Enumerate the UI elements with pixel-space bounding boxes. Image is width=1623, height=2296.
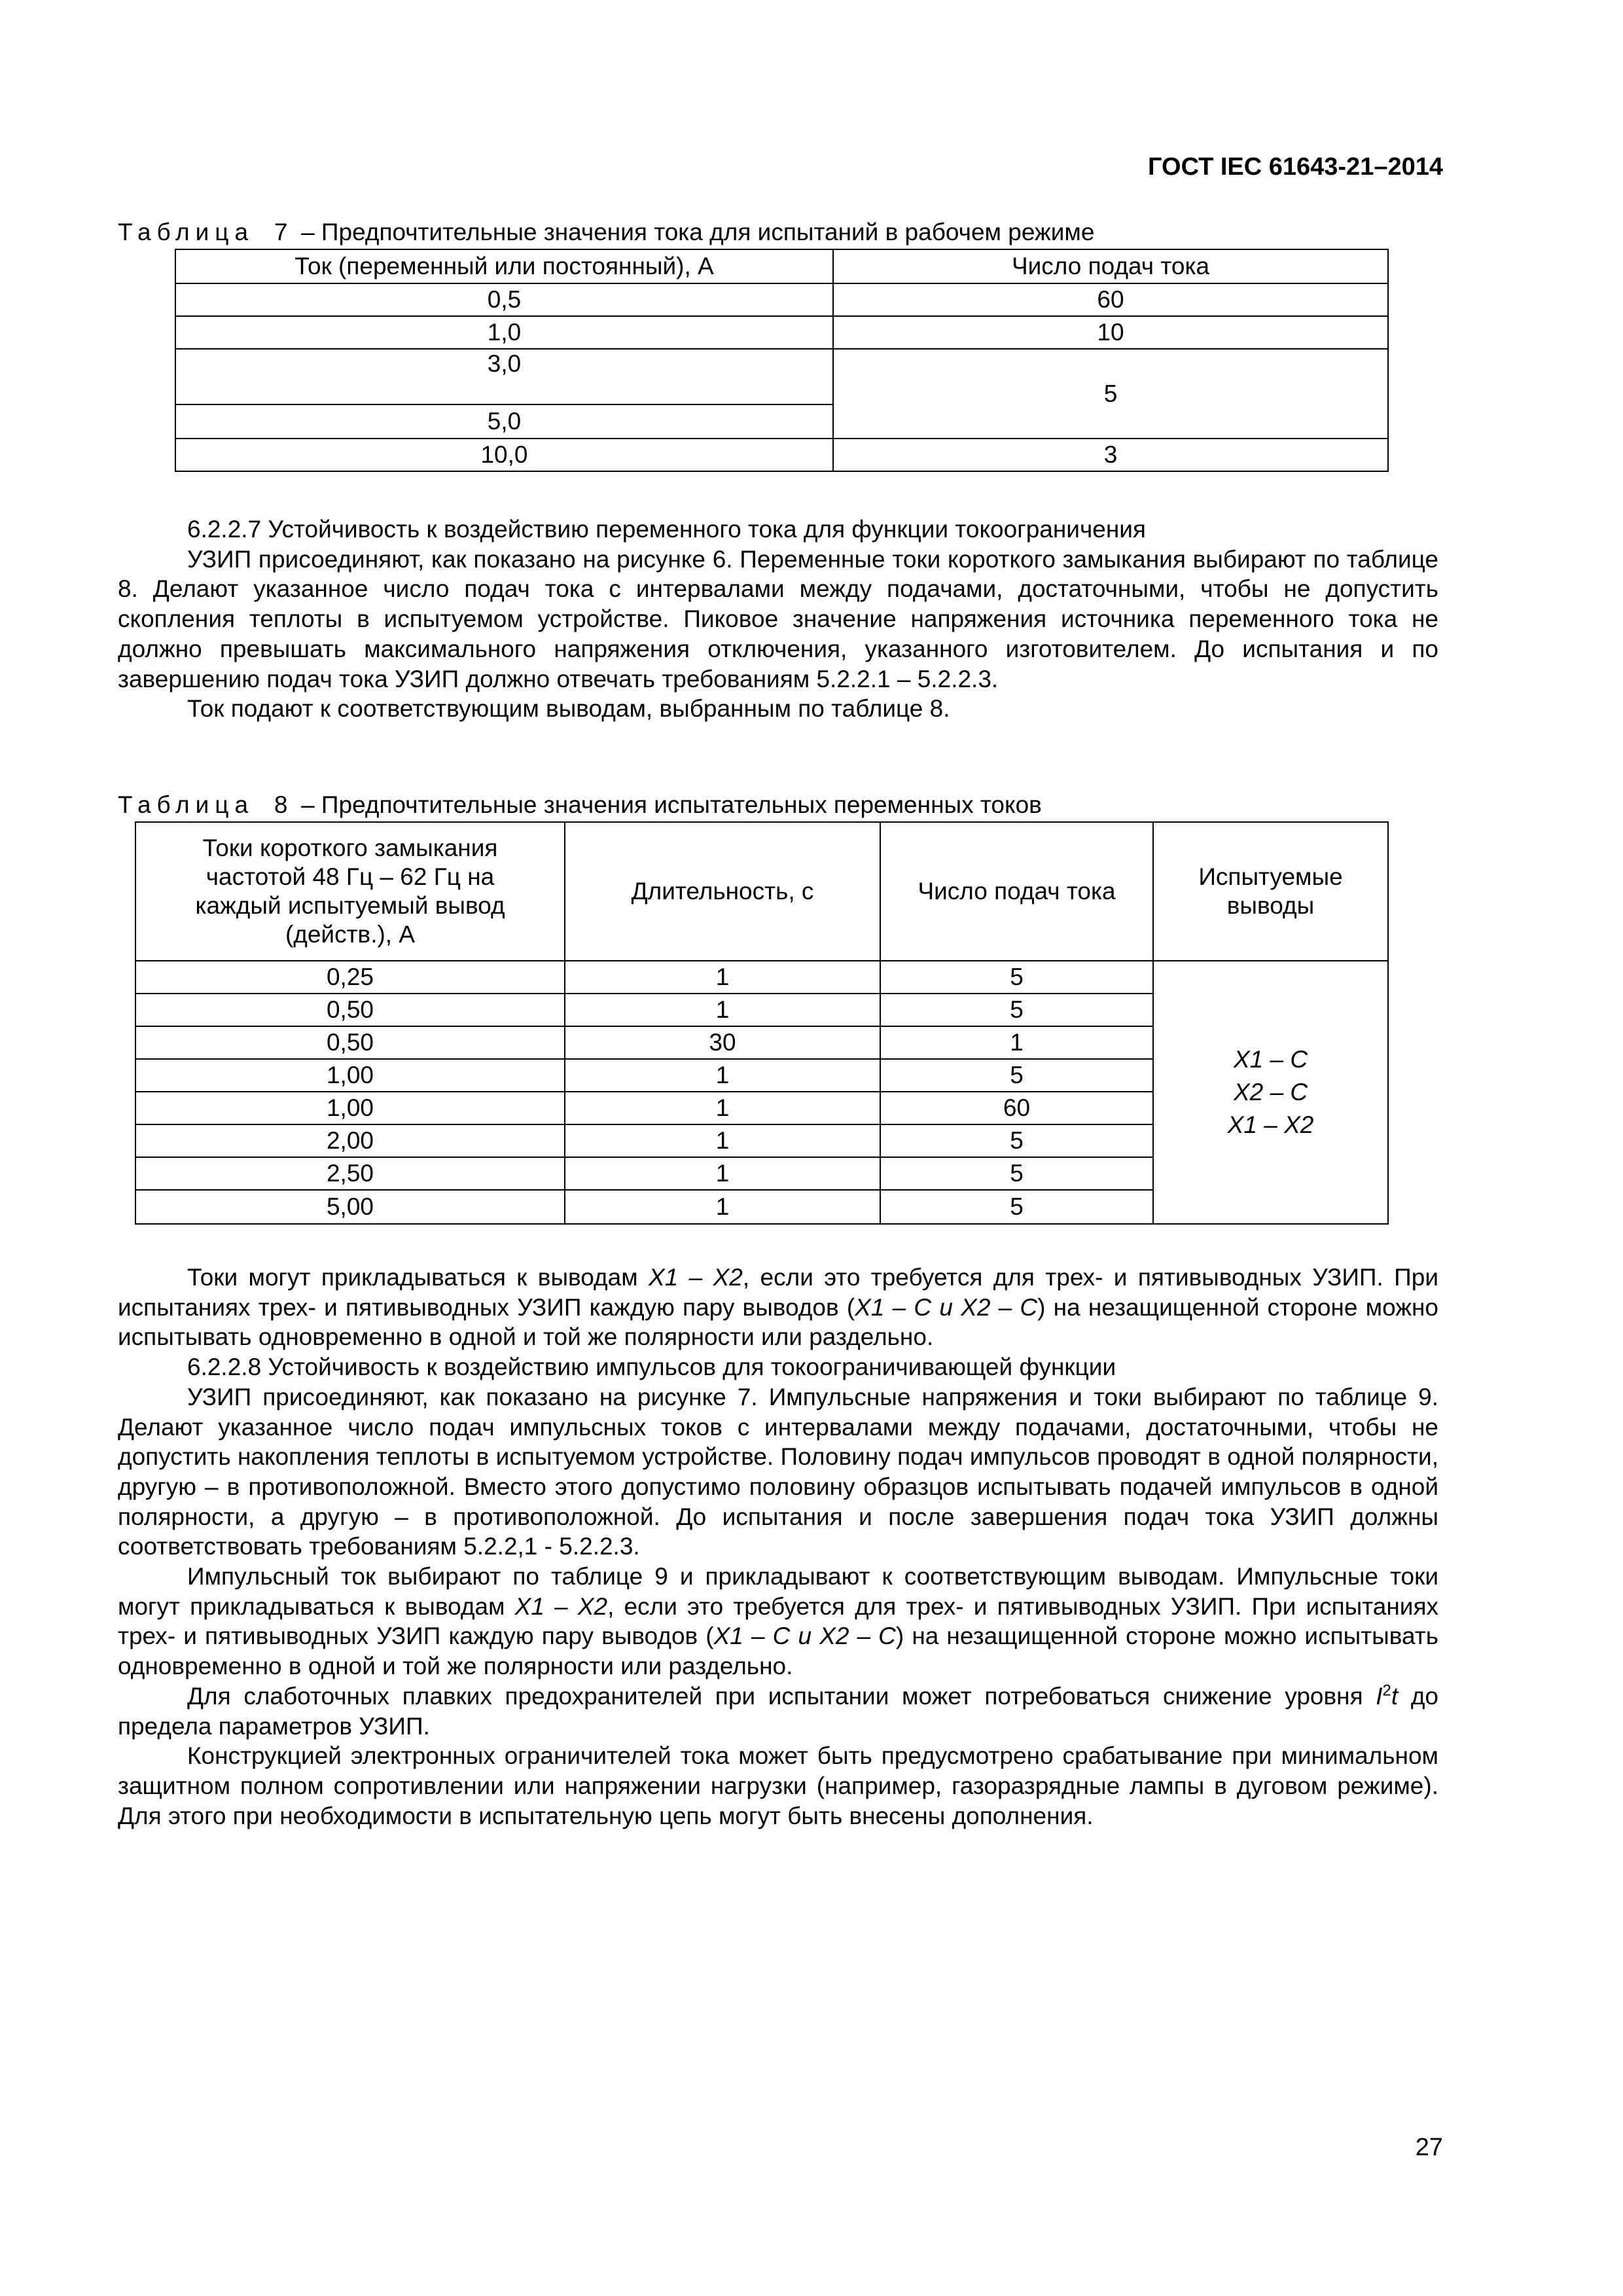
terminal-ref: X1 – C и X2 – C xyxy=(713,1623,896,1650)
table8-cell: 1 xyxy=(565,1124,880,1157)
table8-terminals-cell xyxy=(1153,961,1388,1224)
table8-caption-text: – Предпочтительные значения испытательных переменных токов xyxy=(301,791,1042,818)
table8-cell: 1 xyxy=(565,1157,880,1190)
terminal-pair: X2 – C xyxy=(1233,1079,1308,1105)
table8-cell: 1 xyxy=(565,1092,880,1124)
table7-cell: 10,0 xyxy=(175,439,833,471)
table8-header-duration: Длительность, с xyxy=(565,822,880,961)
page-number: 27 xyxy=(1415,2134,1443,2161)
table7-cell: 60 xyxy=(833,283,1388,316)
table7-cell: 3 xyxy=(833,439,1388,471)
table8-cell: 0,25 xyxy=(135,961,565,994)
table8-cell: 2,50 xyxy=(135,1157,565,1190)
text-run: до предела параметров УЗИП. xyxy=(118,1682,1438,1740)
table8-cell: 1,00 xyxy=(135,1092,565,1124)
table8-cell: 1 xyxy=(565,994,880,1026)
text-run: ) на незащищенной стороне можно испытывать одновременно в одной и той же полярности или раздельно. xyxy=(118,1293,1439,1351)
table8-cell: 5 xyxy=(880,1124,1153,1157)
formula-t: t xyxy=(1391,1682,1399,1710)
table8-cell: 5 xyxy=(880,961,1153,994)
body-text xyxy=(118,1263,1438,1831)
terminal-ref: X1 – X2 xyxy=(514,1592,608,1620)
table7-caption-num: 7 xyxy=(274,219,288,245)
table8-cell: 0,50 xyxy=(135,1026,565,1059)
text-run: , если это требуется для трех- и пятивыводных УЗИП. При испытаниях трех- и пятивыводных УЗИП каждую пару выводов ( xyxy=(118,1264,1438,1321)
section-6228-paragraph xyxy=(118,1681,1438,1741)
table8-cell: 0,50 xyxy=(135,994,565,1026)
table8-cell: 5 xyxy=(880,1059,1153,1092)
table7-cell: 5,0 xyxy=(175,404,833,439)
table8-cell: 1 xyxy=(565,1190,880,1224)
table8-cell: 1 xyxy=(565,961,880,994)
table8-header-count: Число подач тока xyxy=(880,822,1153,961)
section-6228-paragraph: Конструкцией электронных ограничителей тока может быть предусмотрено срабатывание при минимальном защитном полном сопротивлении или напряжении нагрузки (например, газоразрядные лампы в дуговом режиме). Для этого при необходимости в испытательную цепь могут быть внесены дополнения. xyxy=(118,1742,1438,1829)
terminal-pair: X1 – C xyxy=(1233,1046,1308,1073)
after-table8-paragraph xyxy=(118,1263,1438,1352)
table8-cell: 5 xyxy=(880,1190,1153,1224)
table7 xyxy=(175,249,1389,472)
table7-cell: 3,0 xyxy=(175,349,833,404)
formula-i: I xyxy=(1376,1682,1383,1710)
table8 xyxy=(135,821,1389,1225)
table8-cell: 1 xyxy=(565,1059,880,1092)
table8-caption-word: Таблица xyxy=(118,791,255,818)
table8-cell: 2,00 xyxy=(135,1124,565,1157)
terminal-pair: X1 – X2 xyxy=(1227,1111,1314,1138)
text-run: Токи могут прикладываться к выводам xyxy=(187,1264,649,1291)
text-run: Для слаботочных плавких предохранителей при испытании может потребоваться снижение уровня xyxy=(187,1682,1376,1710)
text-run: ) на незащищенной стороне можно испытывать одновременно в одной и той же полярности или раздельно. xyxy=(118,1623,1439,1680)
standard-header: ГОСТ IEC 61643-21–2014 xyxy=(1147,153,1443,181)
section-6227-paragraph: УЗИП присоединяют, как показано на рисунке 6. Переменные токи короткого замыкания выбирают по таблице 8. Делают указанное число подач тока с интервалами между подачами, достаточными, чтобы не допустить скопления теплоты в испытуемом устройстве. Пиковое значение напряжения источника переменного тока не должно превышать максимального напряжения отключения, указанного изготовителем. До испытания и по завершению подач тока УЗИП должно отвечать требованиям 5.2.2.1 – 5.2.2.3. xyxy=(118,545,1438,692)
section-6228-paragraph xyxy=(118,1562,1438,1681)
table7-header-current: Ток (переменный или постоянный), А xyxy=(175,249,833,283)
table8-cell: 5 xyxy=(880,1157,1153,1190)
section-6227-title: 6.2.2.7 Устойчивость к воздействию переменного тока для функции токоограничения xyxy=(187,516,1146,543)
section-6227-paragraph: Ток подают к соответствующим выводам, выбранным по таблице 8. xyxy=(187,695,950,723)
section-6228-paragraph: УЗИП присоединяют, как показано на рисунке 7. Импульсные напряжения и токи выбирают по таблице 9. Делают указанное число подач импульсных токов с интервалами между подачами, достаточными, чтобы не допустить накопления теплоты в испытуемом устройстве. Половину подач импульсов проводят в одной полярности, другую – в противоположной. Вместо этого допустимо половину образцов испытывать подачей импульсов в одной полярности, а другую – в противоположной. До испытания и после завершения подач тока УЗИП должны соответствовать требованиям 5.2.2,1 - 5.2.2.3. xyxy=(118,1383,1438,1560)
table7-caption-text: – Предпочтительные значения тока для испытаний в рабочем режиме xyxy=(301,219,1095,245)
section-6227 xyxy=(118,514,1438,724)
table8-header-current: Токи короткого замыкания частотой 48 Гц – 62 Гц на каждый испытуемый вывод (действ.), А xyxy=(135,822,565,961)
text-run: , если это требуется для трех- и пятивыводных УЗИП. При испытаниях трех- и пятивыводных УЗИП каждую пару выводов ( xyxy=(118,1592,1438,1650)
table7-cell: 1,0 xyxy=(175,316,833,349)
table7-cell-merged: 5 xyxy=(833,349,1388,439)
section-6228-title: 6.2.2.8 Устойчивость к воздействию импульсов для токоограничивающей функции xyxy=(187,1354,1116,1381)
table8-cell: 5,00 xyxy=(135,1190,565,1224)
terminal-ref: X1 – C и X2 – C xyxy=(855,1293,1038,1321)
table7-header-count: Число подач тока xyxy=(833,249,1388,283)
formula-exponent: 2 xyxy=(1382,1681,1391,1700)
table7-cell: 10 xyxy=(833,316,1388,349)
table8-cell: 5 xyxy=(880,994,1153,1026)
table8-caption xyxy=(118,790,1042,820)
table7-cell: 0,5 xyxy=(175,283,833,316)
table8-cell: 1,00 xyxy=(135,1059,565,1092)
table8-cell: 30 xyxy=(565,1026,880,1059)
table8-cell: 1 xyxy=(880,1026,1153,1059)
table8-cell: 60 xyxy=(880,1092,1153,1124)
table7-caption xyxy=(118,217,1094,247)
table8-caption-num: 8 xyxy=(274,791,288,818)
table8-header-terminals: Испытуемые выводы xyxy=(1153,822,1388,961)
table7-caption-word: Таблица xyxy=(118,219,255,245)
terminal-ref: X1 – X2 xyxy=(649,1264,743,1291)
text-run: Импульсный ток выбирают по таблице 9 и прикладывают к соответствующим выводам. Импульсные токи могут прикладываться к выводам xyxy=(118,1563,1438,1620)
